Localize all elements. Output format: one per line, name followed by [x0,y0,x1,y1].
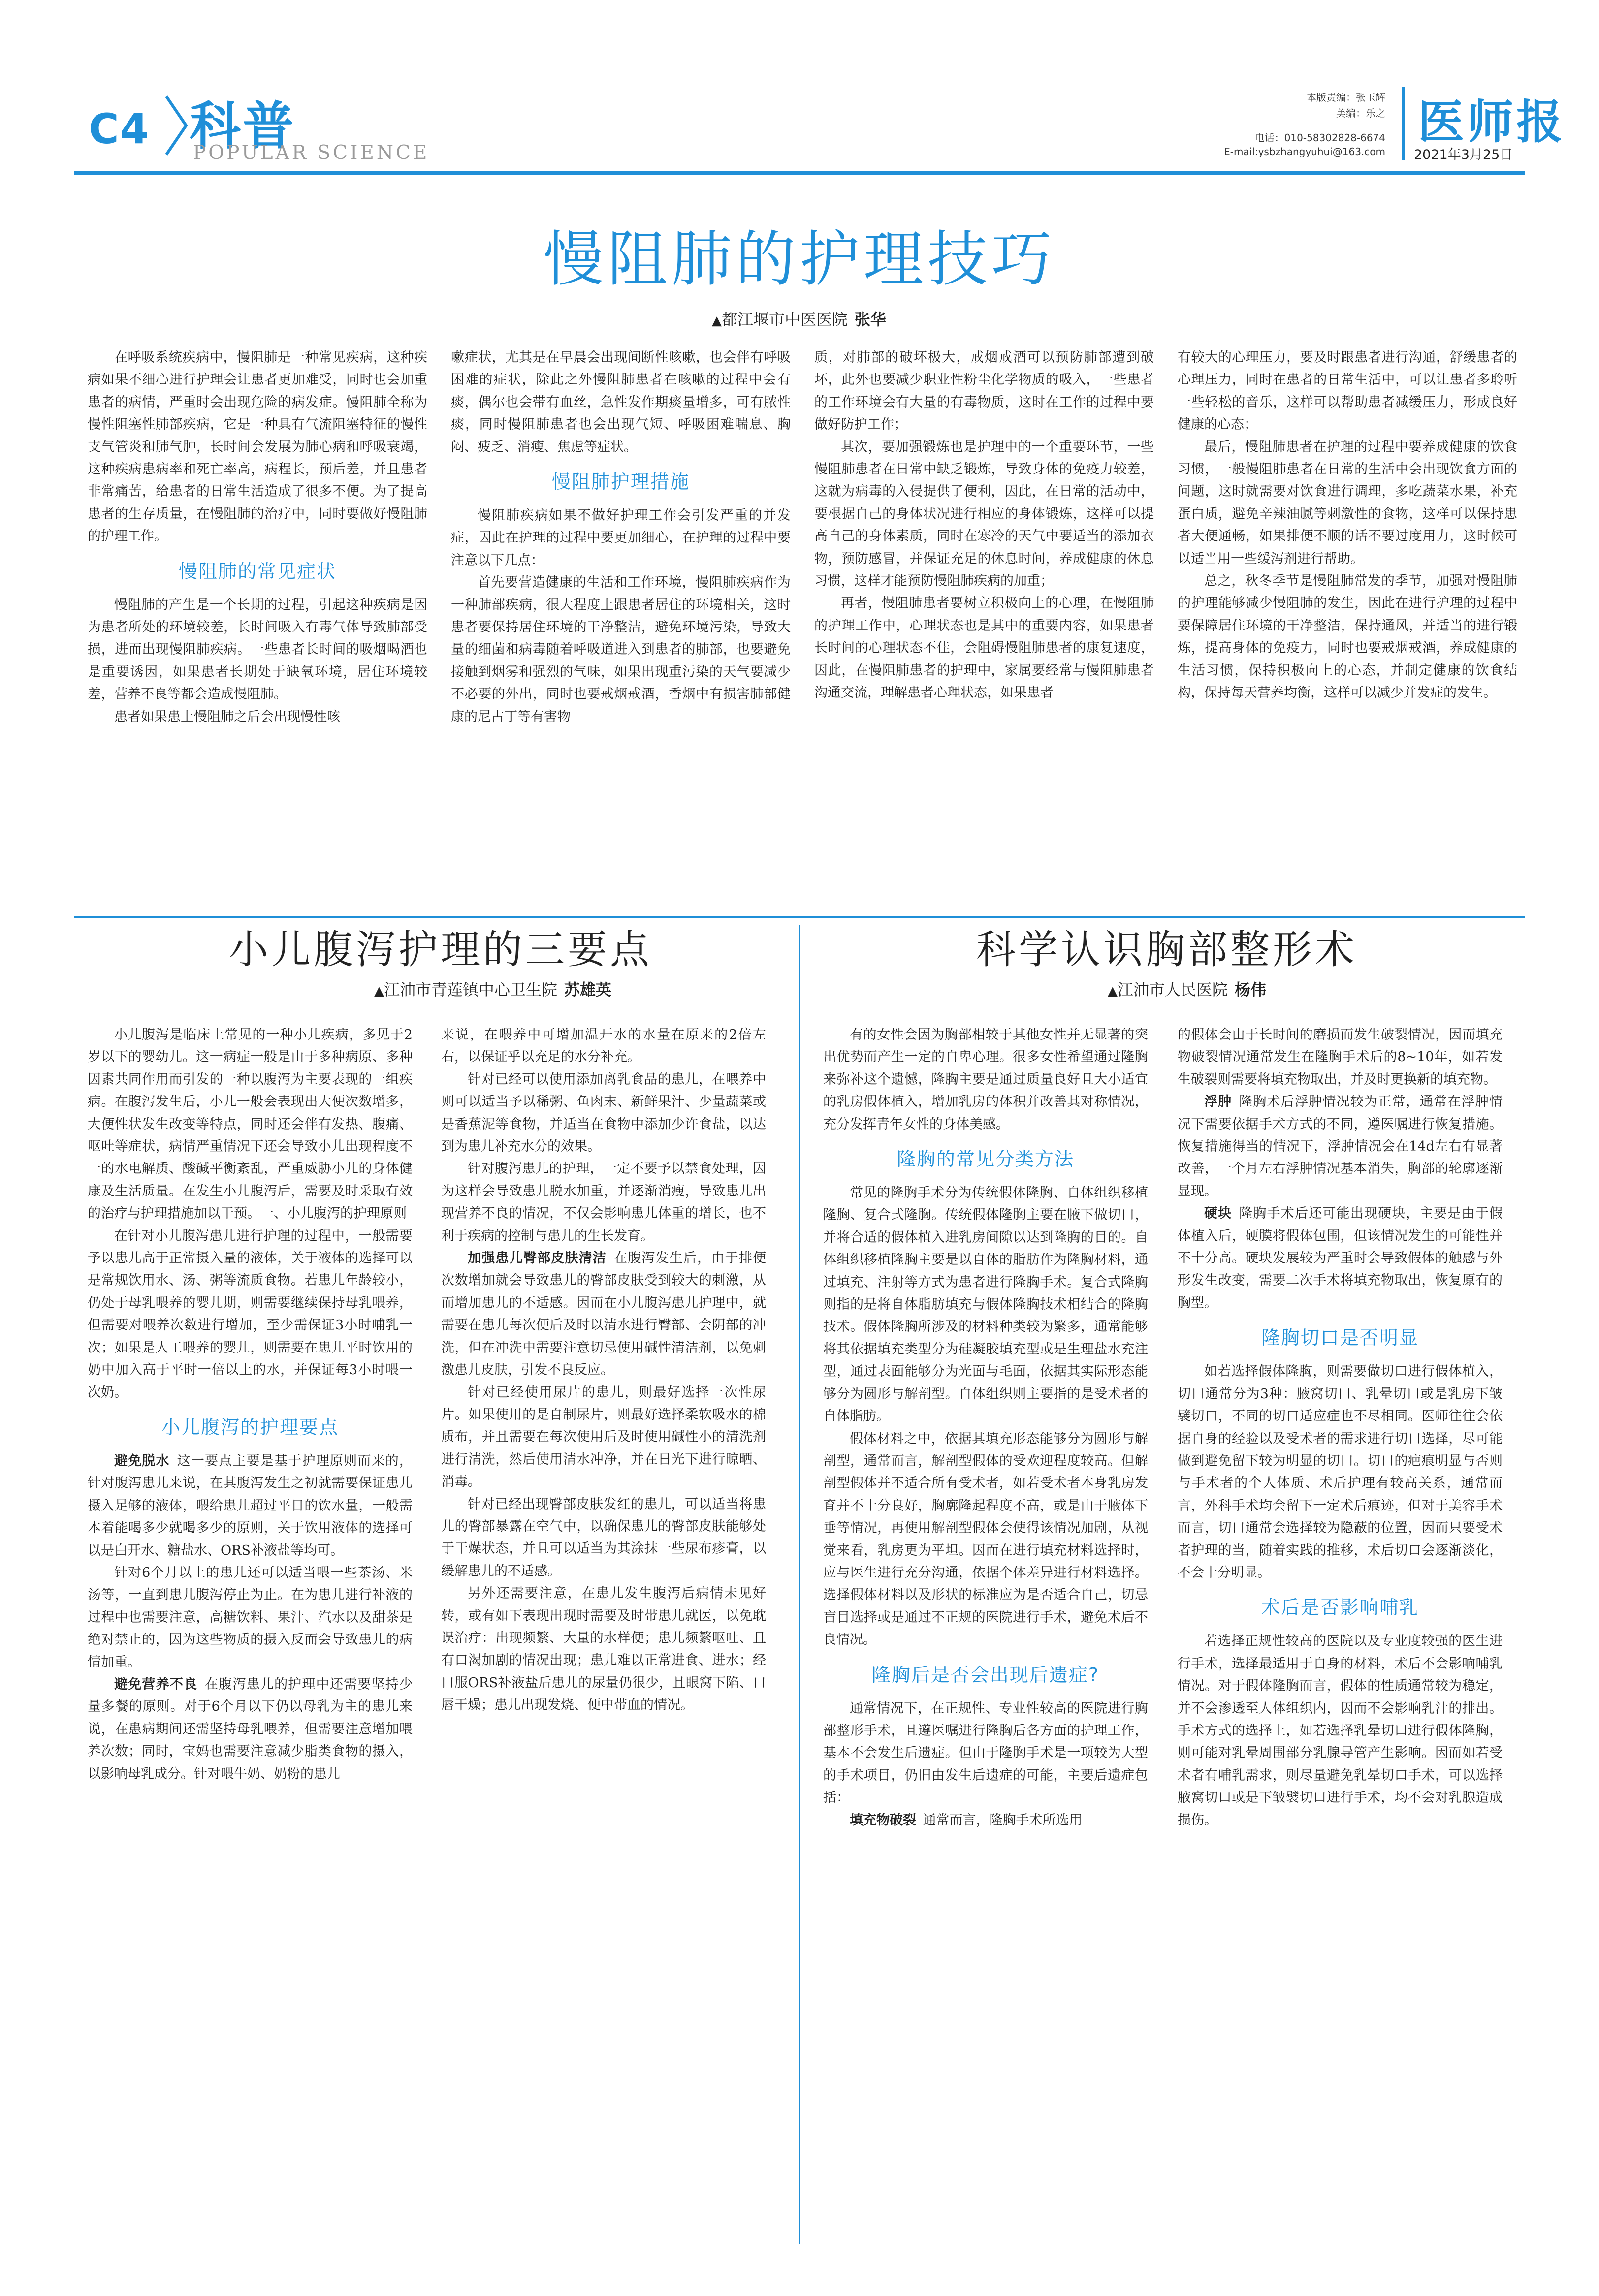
bold-lead: 避免脱水 [114,1453,170,1469]
article2-affiliation: 江油市青莲镇中心卫生院 [384,980,558,999]
paragraph: 在呼吸系统疾病中，慢阻肺是一种常见疾病，这种疾病如果不细心进行护理会让患者更加难受，同时也会加重患者的病情，严重时会出现危险的病发症。慢阻肺全称为慢性阻塞性肺部疾病，它是一种具有气流阻塞特征的慢性支气管炎和肺气肿，长时间会发展为肺心病和呼吸衰竭，这种疾病患病率和死亡率高，病程长，预后差，并且患者非常痛苦，给患者的日常生活造成了很多不便。为了提高患者的生存质量，在慢阻肺的治疗中，同时要做好慢阻肺的护理工作。 [88,350,427,544]
paragraph: 质，对肺部的破坏极大，戒烟戒酒可以预防肺部遭到破坏，此外也要减少职业性粉尘化学物质的吸入，一些患者的工作环境会有大量的有毒物质，这时在工作的过程中要做好防护工作； [814,350,1154,433]
masthead-logo: 医师报 [1418,95,1566,149]
bold-lead: 硬块 [1204,1206,1232,1222]
paragraph: 若选择正规性较高的医院以及专业度较强的医生进行手术，选择最适用于自身的材料，术后不会影响哺乳情况。对于假体隆胸而言，假体的性质通常较为稳定，并不会渗透至人体组织内，因而不会影响乳汁的排出。手术方式的选择上，如若选择乳晕切口进行假体隆胸，则可能对乳晕周围部分乳腺导管产生影响。因而如若受术者有哺乳需求，则尽量避免乳晕切口手术，可以选择腋窝切口或是下皱襞切口进行手术，均不会对乳腺造成损伤。 [1178,1634,1503,1828]
paragraph: 有较大的心理压力，要及时跟患者进行沟通，舒缓患者的心理压力，同时在患者的日常生活中，可以让患者多聆听一些轻松的音乐，这样可以帮助患者减缓压力，形成良好健康的心态； [1178,350,1517,433]
paragraph: 针对已经可以使用添加离乳食品的患儿，在喂养中则可以适当予以稀粥、鱼肉末、新鲜果汁、少量蔬菜或是香蕉泥等食物，并适当在食物中添加少许食盐，以达到为患儿补充水分的效果。 [441,1071,766,1155]
article1-column-4 [1178,346,1517,704]
article3-affiliation: 江油市人民医院 [1118,980,1228,999]
paragraph: 针对腹泻患儿的护理，一定不要予以禁食处理，因为这样会导致患儿脱水加重，并逐渐消瘦，导致患儿出现营养不良的情况，不仅会影响患儿体重的增长，也不利于疾病的控制与患儿的生长发育。 [441,1161,766,1244]
art-editor-credit: 美编：乐之 [1336,107,1385,119]
paragraph [1178,1202,1503,1314]
article3-byline [1108,977,1266,1000]
article1-column-3 [814,346,1154,704]
article2-byline [374,977,611,1000]
paragraph: 慢阻肺疾病如果不做好护理工作会引发严重的并发症，因此在护理的过程中要更加细心，在护理的过程中要注意以下几点： [451,508,791,568]
subheading: 慢阻肺的常见症状 [178,560,336,582]
paragraph [88,1450,413,1562]
contact-phone: 电话：010-58302828-6674 [1254,132,1385,144]
section-title: 科普 [190,96,296,156]
paragraph: 患者如果患上慢阻肺之后会出现慢性咳 [114,709,340,724]
bold-lead: 避免营养不良 [114,1676,198,1692]
paragraph-text: 在腹泻患儿的护理中还需要坚持少量多餐的原则。对于6个月以下仍以母乳为主的患儿来说，在患病期间还需坚持母乳喂养，但需要注意增加喂养次数；同时，宝妈也需要注意减少脂类食物的摄入，以影响母乳成分。针对喂牛奶、奶粉的患儿 [88,1676,413,1782]
chevron-icon [162,94,190,157]
article2-column-2 [441,1024,766,1717]
paragraph [88,1673,413,1785]
paragraph: 常见的隆胸手术分为传统假体隆胸、自体组织移植隆胸、复合式隆胸。传统假体隆胸主要在腋下做切口，并将合适的假体植入进乳房间隙以达到隆胸的目的。自体组织移植隆胸主要是以自体的脂肪作为隆胸材料，通过填充、注射等方式为患者进行隆胸手术。复合式隆胸则指的是将自体脂肪填充与假体隆胸技术相结合的隆胸技术。假体隆胸所涉及的材料种类较为繁多，通常能够将其依据填充类型分为硅凝胶填充型或是生理盐水充注型，通过表面能够分为光面与毛面，依据其实际形态能够分为圆形与解剖型。自体组织则主要指的是受术者的自体脂肪。 [823,1185,1148,1424]
subheading: 术后是否影响哺乳 [1261,1597,1419,1619]
paragraph [823,1809,1148,1831]
paragraph-text: 在腹泻发生后，由于排便次数增加就会导致患儿的臀部皮肤受到较大的刺激，从而增加患儿的不适感。因而在小儿腹泻患儿护理中，就需要在患儿每次便后及时以清水进行臀部、会阴部的冲洗，但在冲洗中需要注意切忌使用碱性清洁剂，以免刺激患儿皮肤，引发不良反应。 [441,1251,767,1378]
subheading: 小儿腹泻的护理要点 [161,1416,339,1438]
paragraph: 慢阻肺的产生是一个长期的过程，引起这种疾病是因为患者所处的环境较差，长时间吸入有毒气体导致肺部受损，进而出现慢阻肺疾病。一些患者长时间的吸烟喝酒也是重要诱因，如果患者长期处于缺氧环境，居住环境较差，营养不良等都会造成慢阻肺。 [88,597,427,702]
editor-credit: 本版责编：张玉辉 [1307,92,1385,103]
paragraph-text: 这一要点主要是基于护理原则而来的，针对腹泻患儿来说，在其腹泻发生之初就需要保证患儿摄入足够的液体，喂给患儿超过平日的饮水量，一般需本着能喝多少就喝多少的原则，关于饮用液体的选择可以是白开水、糖盐水、ORS补液盐等均可。 [88,1453,413,1558]
triangle-icon: ▲ [374,984,384,999]
paragraph [1178,1091,1503,1202]
paragraph-text: 隆胸手术后还可能出现硬块，主要是由于假体植入后，硬膜将假体包围，但该情况发生的可能性并不十分高。硬块发展较为严重时会导致假体的触感与外形发生改变，需要二次手术将填充物取出，恢复原有的胸型。 [1178,1206,1503,1311]
header-divider [1402,87,1405,160]
paragraph-text: 隆胸术后浮肿情况较为正常，通常在浮肿情况下需要依据手术方式的不同，遵医嘱进行恢复措施。恢复措施得当的情况下，浮肿情况会在14d左右有显著改善，一个月左右浮肿情况基本消失，胸部的轮廓逐渐显现。 [1178,1094,1503,1199]
article1-title: 慢阻肺的护理技巧 [544,224,1055,294]
article3-column-2 [1178,1024,1503,1831]
publication-date: 2021年3月25日 [1414,147,1513,162]
paragraph: 假体材料之中，依据其填充形态能够分为圆形与解剖型，通常而言，解剖型假体的受欢迎程度较高。但解剖型假体并不适合所有受术者，如若受术者本身乳房发育并不十分良好，胸廓隆起程度不高，或是由于腋体下垂等情况，再使用解剖型假体会使得该情况加剧，从视觉来看，乳房更为平坦。因而在进行填充材料选择时，应与医生进行充分沟通，依据个体差异进行材料选择。选择假体材料以及形状的标准应为是否适合自己，切忌盲目选择或是通过不正规的医院进行手术，避免术后不良情况。 [823,1431,1148,1648]
subheading: 隆胸切口是否明显 [1261,1327,1419,1349]
paragraph: 小儿腹泻是临床上常见的一种小儿疾病，多见于2岁以下的婴幼儿。这一病症一般是由于多种病原、多种因素共同作用而引发的一种以腹泻为主要表现的一组疾病。在腹泻发生后，小儿一般会表现出大便次数增多，大便性状发生改变等特点，同时还会伴有发热、腹痛、呕吐等症状，病情严重情况下还会导致小儿出现程度不一的水电解质、酸碱平衡紊乱，严重威胁小儿的身体健康及生活质量。在发生小儿腹泻后，需要及时采取有效的治疗与护理措施加以干预。一、小儿腹泻的护理原则 [88,1027,413,1222]
subheading: 隆胸的常见分类方法 [896,1148,1074,1170]
header-rule [74,171,1525,175]
paragraph: 针对6个月以上的患儿还可以适当喂一些茶汤、米汤等，一直到患儿腹泻停止为止。在为患儿进行补液的过程中也需要注意，高糖饮料、果汁、汽水以及甜茶是绝对禁止的，因为这些物质的摄入反而会导致患儿的病情加重。 [88,1565,413,1670]
paragraph: 总之，秋冬季节是慢阻肺常发的季节，加强对慢阻肺的护理能够减少慢阻肺的发生，因此在进行护理的过程中要保障居住环境的干净整洁，保持通风，并适当的进行锻炼，提高身体的免疫力，同时也要戒烟戒酒，养成健康的生活习惯，保持积极向上的心态，并制定健康的饮食结构，保持每天营养均衡，这样可以减少并发症的发生。 [1178,573,1517,701]
paragraph: 有的女性会因为胸部相较于其他女性并无显著的突出优势而产生一定的自卑心理。很多女性希望通过隆胸来弥补这个遗憾，隆胸主要是通过质量良好且大小适宜的乳房假体植入，增加乳房的体积并改善其对称情况，充分发挥青年女性的身体美感。 [823,1027,1148,1132]
article1-column-1 [88,346,427,728]
paragraph: 的假体会由于长时间的磨损而发生破裂情况，因而填充物破裂情况通常发生在隆胸手术后的8~10年，如若发生破裂则需要将填充物取出，并及时更换新的填充物。 [1178,1027,1503,1087]
paragraph: 嗽症状，尤其是在早晨会出现间断性咳嗽，也会伴有呼吸困难的症状，除此之外慢阻肺患者在咳嗽的过程中会有痰，偶尔也会带有血丝，急性发作期痰量增多，可有脓性痰，同时慢阻肺患者也会出现气短、呼吸困难喘息、胸闷、疲乏、消瘦、焦虑等症状。 [451,350,791,455]
article1-author: 张华 [855,310,887,329]
column-divider [799,925,800,2244]
article3-column-1 [823,1024,1148,1831]
paragraph [441,1247,766,1381]
paragraph: 首先要营造健康的生活和工作环境，慢阻肺疾病作为一种肺部疾病，很大程度上跟患者居住的环境相关，这时患者要保持居住环境的干净整洁，避免环境污染，导致大量的细菌和病毒随着呼吸道进入到患者的肺部，也要避免接触到烟雾和强烈的气味，如果出现重污染的天气要减少不必要的外出，同时也要戒烟戒酒，香烟中有损害肺部健康的尼古丁等有害物 [451,575,791,724]
paragraph-text: 通常而言，隆胸手术所选用 [923,1812,1083,1828]
bold-lead: 加强患儿臀部皮肤清洁 [468,1251,607,1266]
contact-email: E-mail:ysbzhangyuhui@163.com [1224,146,1385,157]
paragraph: 针对已经使用尿片的患儿，则最好选择一次性尿片。如果使用的是自制尿片，则最好选择柔软吸水的棉质布，并且需要在每次使用后及时使用碱性小的清洗剂进行清洗，然后使用清水冲净，并在日光下进行晾晒、消毒。 [441,1384,766,1490]
paragraph: 针对已经出现臀部皮肤发红的患儿，可以适当将患儿的臀部暴露在空气中，以确保患儿的臀部皮肤能够处于干燥状态，并且可以适当为其涂抹一些尿布疹膏，以缓解患儿的不适感。 [441,1496,766,1579]
article1-byline [712,307,886,330]
article2-column-1 [88,1024,413,1785]
triangle-icon: ▲ [712,314,722,328]
paragraph: 如若选择假体隆胸，则需要做切口进行假体植入，切口通常分为3种：腋窝切口、乳晕切口或是乳房下皱襞切口，不同的切口适应症也不尽相同。医师往往会依据自身的经验以及受术者的需求进行切口选择，尽可能做到避免留下较为明显的切口。切口的疤痕明显与否则与手术者的个人体质、术后护理有较高关系，通常而言，外科手术均会留下一定术后痕迹，但对于美容手术而言，切口通常会选择较为隐蔽的位置，因而只要受术者护理的当，随着实践的推移，术后切口会逐渐淡化，不会十分明显。 [1178,1364,1503,1580]
paragraph: 另外还需要注意，在患儿发生腹泻后病情未见好转，或有如下表现出现时需要及时带患儿就医，以免耽误治疗：出现频繁、大量的水样便；患儿频繁呕吐、且有口渴加剧的情况出现；患儿难以正常进食、进水；经口服ORS补液盐后患儿的尿量仍很少，且眼窝下陷、口唇干燥；患儿出现发烧、便中带血的情况。 [441,1586,766,1713]
article2-author: 苏雄英 [564,980,612,999]
section-rule [74,916,1525,918]
bold-lead: 浮肿 [1204,1094,1232,1110]
subheading: 隆胸后是否会出现后遗症? [871,1664,1100,1686]
article3-title: 科学认识胸部整形术 [976,927,1357,973]
article3-author: 杨伟 [1235,980,1267,999]
paragraph: 再者，慢阻肺患者要树立积极向上的心理，在慢阻肺的护理工作中，心理状态也是其中的重要内容，如果患者长时间的心理状态不佳，会阻碍慢阻肺患者的康复速度，因此，在慢阻肺患者的护理中，家属要经常与慢阻肺患者沟通交流，理解患者心理状态，如果患者 [814,596,1154,701]
paragraph: 其次，要加强锻炼也是护理中的一个重要环节，一些慢阻肺患者在日常中缺乏锻炼，导致身体的免疫力较差，这就为病毒的入侵提供了便利，因此，在日常的活动中，要根据自己的身体状况进行相应的身体锻炼，这样可以提高自己的身体素质，同时在寒冷的天气中要适当的添加衣物，预防感冒，并保证充足的休息时间，养成健康的休息习惯，这样才能预防慢阻肺疾病的加重； [814,439,1154,589]
triangle-icon: ▲ [1108,984,1118,999]
article1-affiliation: 都江堰市中医医院 [722,310,848,329]
article2-title: 小儿腹泻护理的三要点 [229,927,652,973]
article1-column-2 [451,346,791,728]
paragraph: 在针对小儿腹泻患儿进行护理的过程中，一般需要予以患儿高于正常摄入量的液体，关于液体的选择可以是常规饮用水、汤、粥等流质食物。若患儿年龄较小，仍处于母乳喂养的婴儿期，则需要继续保持母乳喂养，但需要对喂养次数进行增加，至少需保证3小时哺乳一次；如果是人工喂养的婴儿，则需要在患儿平时饮用的奶中加入高于平时一倍以上的水，并保证每3小时喂一次奶。 [88,1228,413,1400]
paragraph: 最后，慢阻肺患者在护理的过程中要养成健康的饮食习惯，一般慢阻肺患者在日常的生活中会出现饮食方面的问题，这时就需要对饮食进行调理，多吃蔬菜水果，补充蛋白质，避免辛辣油腻等刺激性的食物，这样可以保持患者大便通畅，如果排便不顺的话不要过度用力，这时候可以适当用一些缓泻剂进行帮助。 [1178,439,1517,566]
bold-lead: 填充物破裂 [850,1812,916,1828]
paragraph: 来说，在喂养中可增加温开水的水量在原来的2倍左右，以保证乎以充足的水分补充。 [441,1027,766,1065]
subheading: 慢阻肺护理措施 [551,471,690,493]
page-number: C4 [89,105,150,153]
section-subtitle: POPULAR SCIENCE [193,142,430,164]
paragraph: 通常情况下，在正规性、专业性较高的医院进行胸部整形手术，且遵医嘱进行隆胸后各方面的护理工作，基本不会发生后遗症。但由于隆胸手术是一项较为大型的手术项目，仍旧由发生后遗症的可能，主要后遗症包括： [823,1700,1148,1806]
